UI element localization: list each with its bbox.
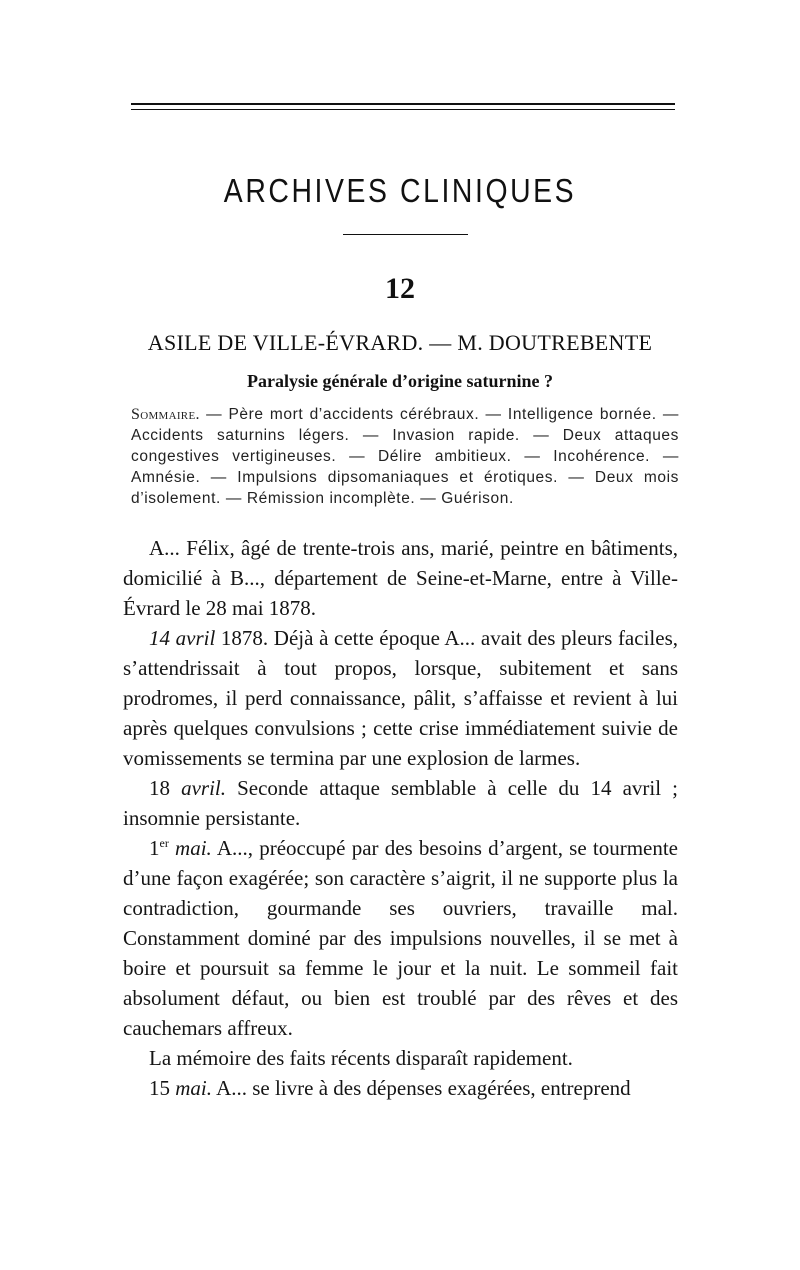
paragraph-admission: A... Félix, âgé de trente-trois ans, marié, peintre en bâtiments, domicilié à B..., département de Seine-et-Marne, entre à Ville-Évrard le 28 mai 1878. [123,536,678,620]
paragraph-18-april-text: Seconde attaque semblable à celle du 14 avril ; insomnie persistante. [123,776,678,830]
paragraph-14-april [123,623,678,773]
date-15-num: 15 [149,1076,170,1100]
date-14-april: 14 avril [149,626,216,650]
paragraph-1-may-text: A..., préoccupé par des besoins d’argent, se tourmente d’une façon exagérée; son caractère s’aigrit, il ne supporte plus la contradiction, gourmande ses ouvriers, travaille mal. Constamment dominé par des impulsions nouvelles, il se met à boire et poursuit sa femme le jour et la nuit. Le sommeil fait absolument défaut, ou bien est troublé par des rêves et des cauchemars affreux. [123,836,679,1040]
paragraph-18-april [123,773,678,833]
paragraph-14-april-text: 1878. Déjà à cette époque A... avait des pleurs faciles, s’attendrissait à tout propos, lorsque, subitement et sans prodromes, il perd connaissance, pâlit, s’affaisse et revient à lui après quelques convulsions ; cette crise immédiatement suivie de vomissements se termina par une explosion de larmes. [123,626,678,770]
paragraph-1-may [123,833,678,1043]
date-15-may: mai. [170,1076,212,1100]
summary-block [131,404,679,509]
paragraph-15-may [123,1073,678,1103]
title-divider [343,234,468,235]
section-title: ARCHIVES CLINIQUES [223,172,577,209]
paragraph-memory: La mémoire des faits récents disparaît rapidement. [149,1046,573,1070]
case-number: 12 [385,272,415,305]
date-1-num: 1 [149,836,160,860]
date-1-sup: er [159,836,169,850]
header-rule-thin [131,109,675,110]
summary-text: — Père mort d’accidents cérébraux. — Intelligence bornée. — Accidents saturnins légers. — Invasion rapide. — Deux attaques congestives vertigineuses. — Délire ambitieux. — Incohérence. — Amnésie. — Impulsions dipsomaniaques et érotiques. — Deux mois d’isolement. — Rémission incomplète. — Guérison. [131,406,679,507]
date-18-april: avril. [170,776,227,800]
paragraph-15-may-text: A... se livre à des dépenses exagérées, entreprend [212,1076,631,1100]
date-18-num: 18 [149,776,170,800]
date-1-may: mai. [168,836,212,860]
body-text [123,533,678,1103]
summary-label: Sommaire. [131,406,200,423]
asylum-heading: ASILE DE VILLE-ÉVRARD. — M. DOUTREBENTE [147,330,653,355]
case-subtitle: Paralysie générale d’origine saturnine ? [247,371,553,391]
header-rule-thick [131,103,675,105]
